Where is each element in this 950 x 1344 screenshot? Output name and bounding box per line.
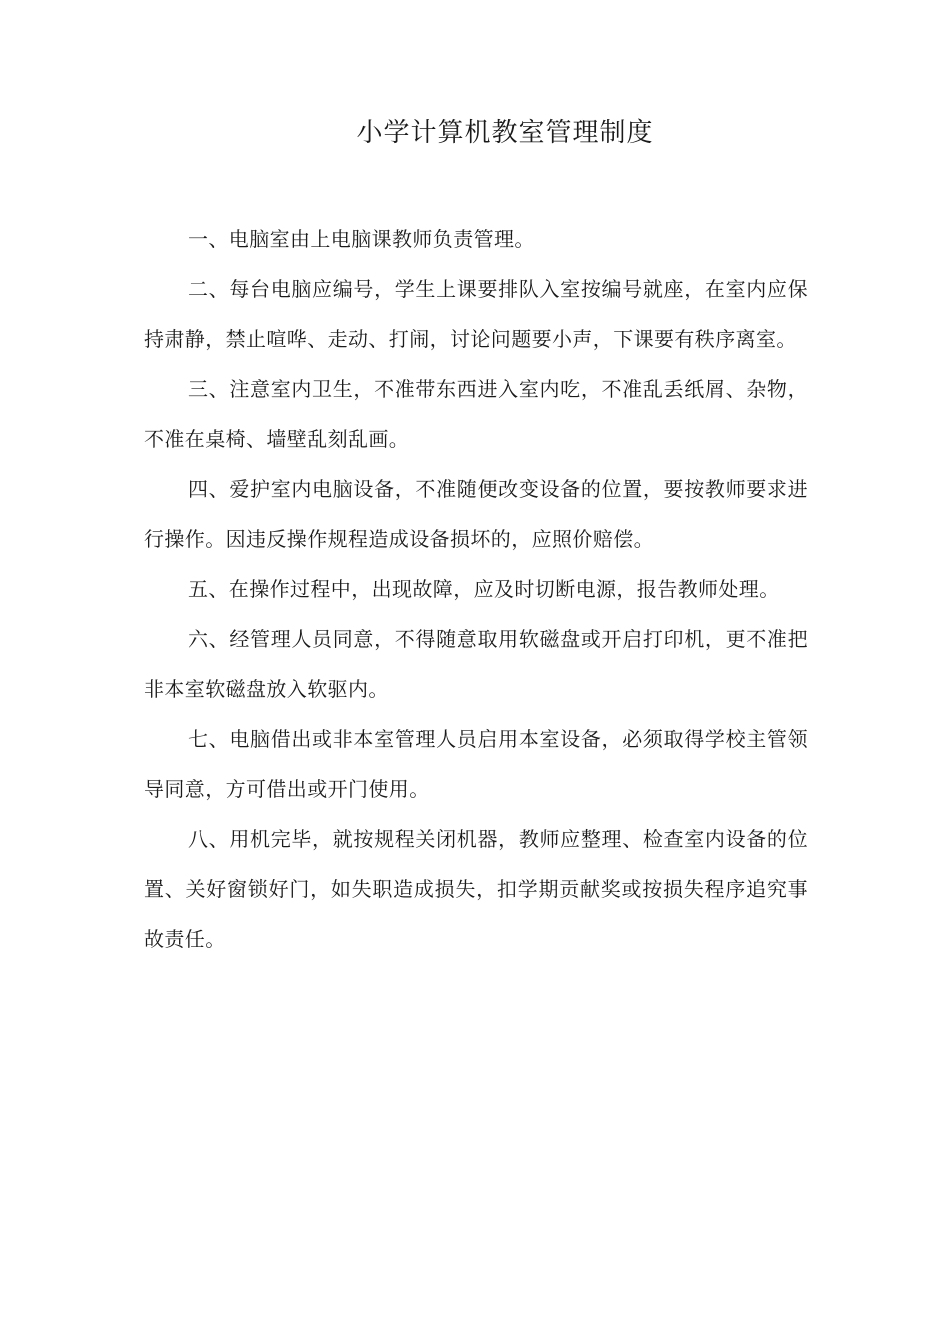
rule-paragraph-1: 一、电脑室由上电脑课教师负责管理。 — [188, 227, 535, 251]
document-body — [144, 214, 808, 964]
rule-paragraph-4: 四、爱护室内电脑设备，不准随便改变设备的位置，要按教师要求进行操作。因违反操作规程造成设备损坏的，应照价赔偿。 — [144, 477, 808, 551]
rule-paragraph-3: 三、注意室内卫生，不准带东西进入室内吃，不准乱丢纸屑、杂物，不准在桌椅、墙壁乱刻乱画。 — [144, 377, 808, 451]
rule-paragraph-8: 八、用机完毕，就按规程关闭机器，教师应整理、检查室内设备的位置、关好窗锁好门，如失职造成损失，扣学期贡献奖或按损失程序追究事故责任。 — [144, 827, 808, 951]
document-title: 小学计算机教室管理制度 — [356, 118, 654, 148]
rule-paragraph-2: 二、每台电脑应编号，学生上课要排队入室按编号就座，在室内应保持肃静，禁止喧哗、走动、打闹，讨论问题要小声，下课要有秩序离室。 — [144, 277, 808, 351]
rule-paragraph-6: 六、经管理人员同意，不得随意取用软磁盘或开启打印机，更不准把非本室软磁盘放入软驱内。 — [144, 627, 808, 701]
rule-paragraph-7: 七、电脑借出或非本室管理人员启用本室设备，必须取得学校主管领导同意，方可借出或开门使用。 — [144, 727, 808, 801]
rule-paragraph-5: 五、在操作过程中，出现故障，应及时切断电源，报告教师处理。 — [188, 577, 780, 601]
